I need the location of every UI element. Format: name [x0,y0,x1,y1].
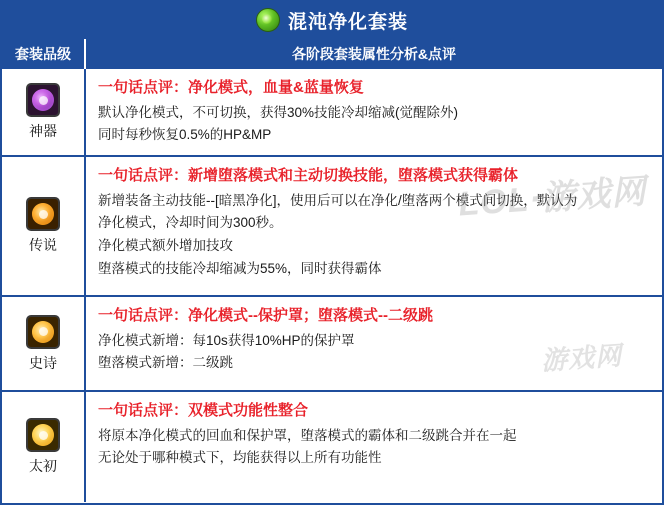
description-cell [86,297,662,390]
grade-cell [2,297,86,390]
gold-orb-icon [26,315,60,349]
table-row [2,297,662,392]
row-headline: 一句话点评：双模式功能性整合 [98,402,309,419]
row-line: 默认净化模式，不可切换，获得30%技能冷却缩减(觉醒除外) [98,104,459,120]
grade-label: 史诗 [29,354,57,371]
table-body [2,69,662,503]
header-desc-column: 各阶段套装属性分析&点评 [291,46,457,62]
watermark-text: LOL·游戏网 [456,172,648,224]
page-title: 混沌净化套装 [287,11,408,33]
row-line: 无论处于哪种模式下，均能获得以上所有功能性 [98,450,382,466]
row-line: 净化模式额外增加技攻 [98,238,233,254]
row-line: 堕落模式的技能冷却缩减为55%，同时获得霸体 [98,261,382,277]
table-row [2,69,662,157]
grade-cell [2,157,86,295]
grade-label: 传说 [29,237,57,253]
row-line: 净化模式新增：每10s获得10%HP的保护罩 [98,332,355,348]
row-headline: 一句话点评：净化模式--保护罩；堕落模式--二级跳 [98,307,433,324]
row-headline: 一句话点评：新增堕落模式和主动切换技能，堕落模式获得霸体 [98,167,519,184]
grade-cell [2,69,86,155]
purple-orb-icon [26,83,60,117]
orange-orb-icon [26,197,60,231]
grade-label: 太初 [29,458,57,474]
table-header-row [2,39,662,69]
row-line: 堕落模式新增：二级跳 [98,355,233,371]
grade-cell [2,392,86,502]
row-line: 同时每秒恢复0.5%的HP&MP [98,127,272,143]
description-cell [86,69,662,155]
row-headline: 一句话点评：净化模式，血量&蓝量恢复 [98,79,364,96]
table-row [2,392,662,502]
table-row [2,157,662,297]
yellow-orb-icon [26,418,60,452]
table-title-bar [2,2,662,39]
watermark-text-secondary: 游戏网 [540,340,624,376]
row-line: 将原本净化模式的回血和保护罩，堕落模式的霸体和二级跳合并在一起 [98,427,517,443]
description-cell [86,157,662,295]
grade-label: 神器 [29,123,57,139]
row-line: 新增装备主动技能--[暗黑净化]，使用后可以在净化/堕落两个模式间切换，默认为 [98,192,578,208]
row-line: 净化模式，冷却时间为300秒。 [98,215,283,231]
description-cell [86,392,662,502]
header-grade-column: 套装品级 [2,39,86,69]
green-orb-icon [256,8,280,32]
